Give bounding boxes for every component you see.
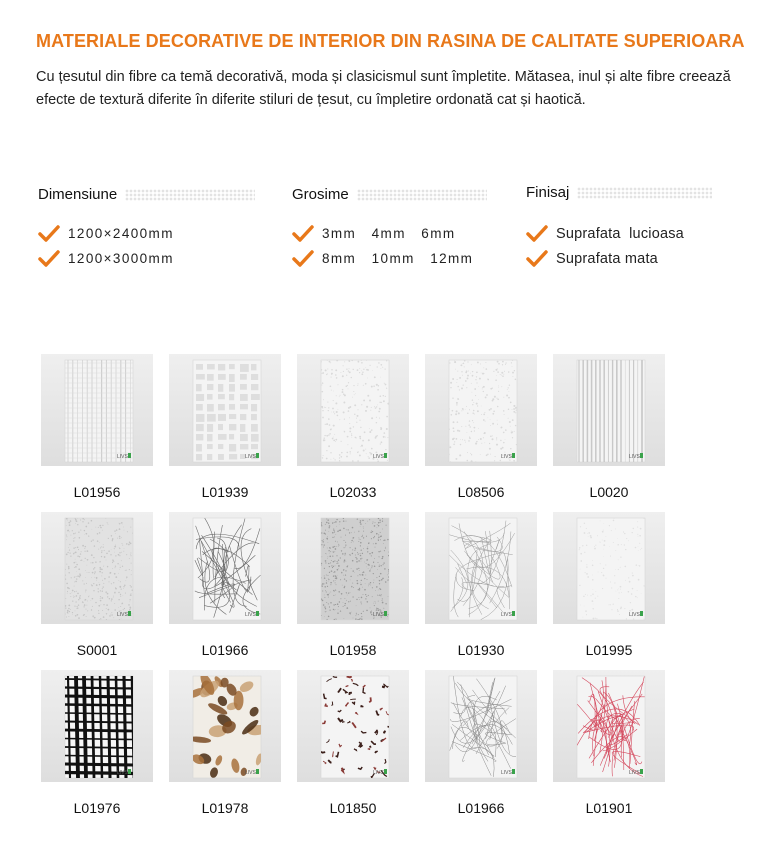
dimensions-heading: Dimensiune bbox=[38, 186, 118, 203]
svg-text:LIVS: LIVS bbox=[501, 454, 512, 460]
product-card[interactable] bbox=[297, 354, 409, 500]
thickness-heading: Grosime bbox=[292, 186, 349, 203]
product-card[interactable] bbox=[41, 354, 153, 500]
svg-text:LIVS: LIVS bbox=[373, 612, 384, 618]
svg-text:LIVS: LIVS bbox=[501, 770, 512, 776]
thickness-section bbox=[292, 186, 487, 271]
check-icon bbox=[526, 225, 548, 243]
product-code: L01956 bbox=[73, 484, 121, 500]
product-image[interactable] bbox=[553, 670, 665, 782]
check-icon bbox=[38, 250, 60, 268]
product-image[interactable] bbox=[553, 512, 665, 624]
svg-text:LIVS: LIVS bbox=[373, 770, 384, 776]
product-code: L01966 bbox=[201, 642, 249, 658]
product-card[interactable] bbox=[425, 670, 537, 816]
product-card[interactable] bbox=[425, 354, 537, 500]
product-card[interactable] bbox=[297, 670, 409, 816]
product-image[interactable] bbox=[41, 670, 153, 782]
product-image[interactable] bbox=[297, 670, 409, 782]
product-card[interactable] bbox=[297, 512, 409, 658]
finish-item: Suprafata lucioasa bbox=[526, 221, 712, 246]
product-image[interactable] bbox=[41, 354, 153, 466]
product-code: L01966 bbox=[457, 800, 505, 816]
product-card[interactable] bbox=[425, 512, 537, 658]
dimension-item: 1200×3000mm bbox=[38, 246, 255, 271]
svg-text:LIVS: LIVS bbox=[117, 770, 128, 776]
product-image[interactable] bbox=[553, 354, 665, 466]
svg-text:LIVS: LIVS bbox=[629, 454, 640, 460]
product-image[interactable] bbox=[169, 512, 281, 624]
svg-text:LIVS: LIVS bbox=[501, 612, 512, 618]
svg-text:LIVS: LIVS bbox=[373, 454, 384, 460]
product-code: L01901 bbox=[585, 800, 633, 816]
product-image[interactable] bbox=[297, 512, 409, 624]
svg-text:LIVS: LIVS bbox=[117, 612, 128, 618]
svg-text:LIVS: LIVS bbox=[629, 770, 640, 776]
svg-text:LIVS: LIVS bbox=[245, 612, 256, 618]
product-image[interactable] bbox=[169, 670, 281, 782]
dimensions-section bbox=[38, 186, 255, 271]
dotted-divider bbox=[357, 189, 487, 201]
finish-item: Suprafata mata bbox=[526, 246, 712, 271]
product-code: L08506 bbox=[457, 484, 505, 500]
product-code: L01939 bbox=[201, 484, 249, 500]
product-code: L01995 bbox=[585, 642, 633, 658]
finish-section bbox=[526, 184, 712, 271]
product-card[interactable] bbox=[169, 512, 281, 658]
product-image[interactable] bbox=[169, 354, 281, 466]
product-code: L01976 bbox=[73, 800, 121, 816]
product-code: L02033 bbox=[329, 484, 377, 500]
svg-text:LIVS: LIVS bbox=[117, 454, 128, 460]
intro-paragraph: Cu țesutul din fibre ca temă decorativă, moda și clasicismul sunt împletite. Mătasea, inul și alte fibre creează efecte de textură diferite în diferite stiluri de țesut, cu împletire ordonată cat și haotică. bbox=[36, 69, 731, 108]
svg-text:LIVS: LIVS bbox=[245, 454, 256, 460]
product-card[interactable] bbox=[553, 512, 665, 658]
thickness-item: 3mm 4mm 6mm bbox=[292, 221, 487, 246]
finish-heading: Finisaj bbox=[526, 184, 570, 201]
svg-text:LIVS: LIVS bbox=[629, 612, 640, 618]
product-code: L01850 bbox=[329, 800, 377, 816]
thickness-item: 8mm 10mm 12mm bbox=[292, 246, 487, 271]
product-code: S0001 bbox=[76, 642, 118, 658]
product-card[interactable] bbox=[41, 512, 153, 658]
check-icon bbox=[526, 250, 548, 268]
product-image[interactable] bbox=[425, 354, 537, 466]
product-image[interactable] bbox=[297, 354, 409, 466]
dimension-item: 1200×2400mm bbox=[38, 221, 255, 246]
product-code: L01958 bbox=[329, 642, 377, 658]
svg-text:LIVS: LIVS bbox=[245, 770, 256, 776]
product-card[interactable] bbox=[169, 670, 281, 816]
dotted-divider bbox=[577, 187, 712, 199]
product-card[interactable] bbox=[41, 670, 153, 816]
page-title: MATERIALE DECORATIVE DE INTERIOR DIN RASINA DE CALITATE SUPERIOARA bbox=[36, 31, 745, 51]
dotted-divider bbox=[125, 189, 255, 201]
product-image[interactable] bbox=[425, 512, 537, 624]
product-image[interactable] bbox=[41, 512, 153, 624]
check-icon bbox=[292, 250, 314, 268]
product-code: L0020 bbox=[589, 484, 629, 500]
product-card[interactable] bbox=[169, 354, 281, 500]
product-card[interactable] bbox=[553, 354, 665, 500]
product-code: L01978 bbox=[201, 800, 249, 816]
check-icon bbox=[38, 225, 60, 243]
product-code: L01930 bbox=[457, 642, 505, 658]
product-image[interactable] bbox=[425, 670, 537, 782]
product-card[interactable] bbox=[553, 670, 665, 816]
check-icon bbox=[292, 225, 314, 243]
